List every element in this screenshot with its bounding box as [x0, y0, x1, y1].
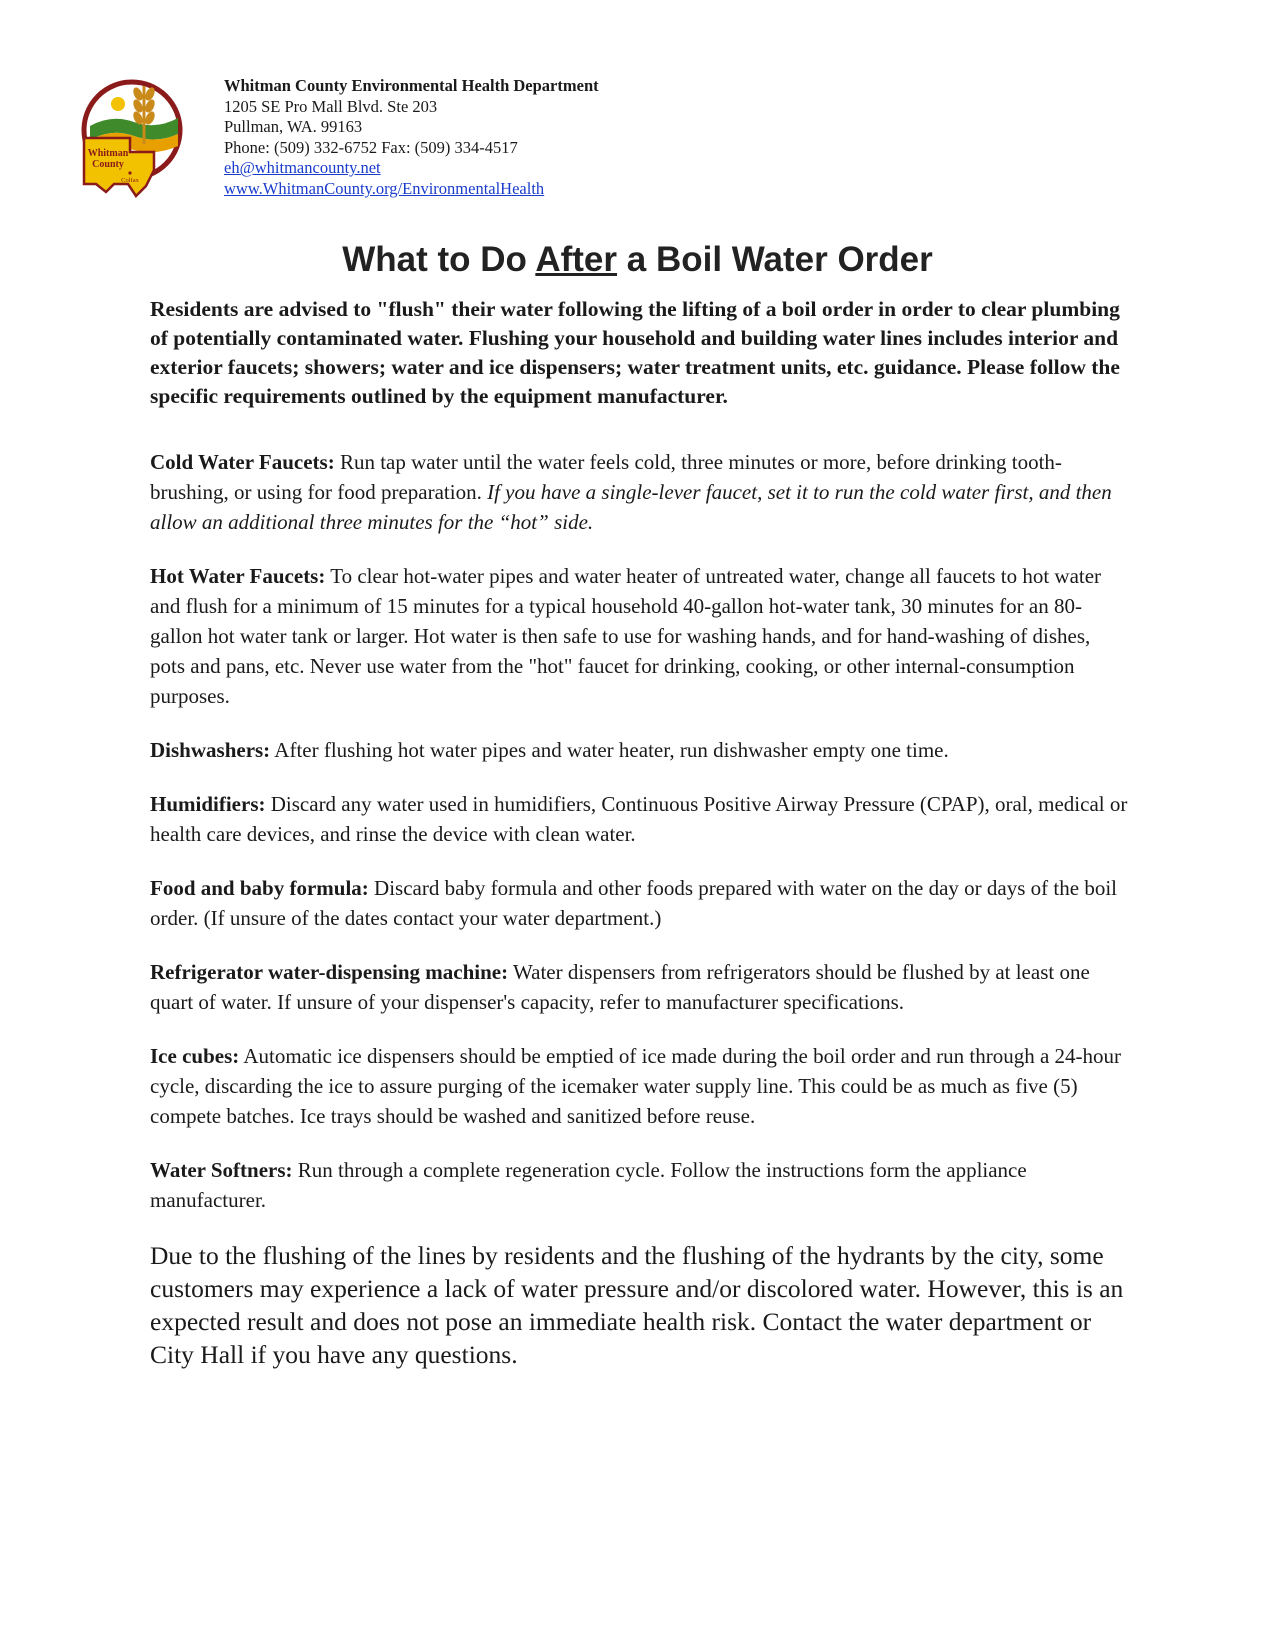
section-term: Cold Water Faucets: — [150, 450, 335, 474]
section-text: Automatic ice dispensers should be emptied of ice made during the boil order and run through a 24-hour cycle, discarding the ice to assure purging of the icemaker water supply line. This could be as much as five (5) compete batches. Ice trays should be washed and sanitized before reuse. — [150, 1044, 1122, 1128]
logo-text-top: Whitman — [87, 148, 129, 159]
title-after: a Boil Water Order — [617, 240, 933, 279]
section-term: Dishwashers: — [150, 738, 271, 762]
section-term: Food and baby formula: — [150, 876, 369, 900]
phone-fax: Phone: (509) 332-6752 Fax: (509) 334-4517 — [224, 137, 518, 157]
section-water-softeners — [150, 1155, 1130, 1215]
section-term: Water Softners: — [150, 1158, 293, 1182]
address-line-2: Pullman, WA. 99163 — [224, 117, 363, 137]
closing-paragraph: Due to the flushing of the lines by residents and the flushing of the hydrants by the city, some customers may experience a lack of water pressure and/or discolored water. However, this is an expected result and does not pose an immediate health risk. Contact the water department or City Hall if you have any questions. — [150, 1241, 1124, 1369]
section-humidifiers — [150, 789, 1130, 849]
section-cold-water — [150, 447, 1130, 537]
section-italic-note: If you have a single-lever faucet, set it to run the cold water first, and then allow an additional three minutes for the “hot” side. — [150, 480, 1112, 534]
section-text: Water dispensers from refrigerators should be flushed by at least one quart of water. If unsure of your dispenser's capacity, refer to manufacturer specifications. — [150, 960, 1090, 1014]
section-term: Humidifiers: — [150, 792, 266, 816]
page-title — [0, 240, 1275, 280]
title-before: What to Do — [342, 240, 536, 279]
title-emphasis: After — [535, 240, 618, 279]
section-term: Hot Water Faucets: — [150, 564, 326, 588]
letterhead — [224, 76, 599, 200]
document-body — [150, 295, 1130, 1371]
address-line-1: 1205 SE Pro Mall Blvd. Ste 203 — [224, 96, 438, 116]
section-text: After flushing hot water pipes and water heater, run dishwasher empty one time. — [270, 738, 949, 762]
county-seal-icon — [78, 74, 190, 206]
logo-text-bottom: Colfax — [121, 177, 139, 184]
section-ice-cubes — [150, 1041, 1130, 1131]
section-dishwashers — [150, 735, 1130, 765]
section-term: Ice cubes: — [150, 1044, 240, 1068]
section-text: To clear hot-water pipes and water heater of untreated water, change all faucets to hot water and flush for a minimum of 15 minutes for a typical household 40-gallon hot-water tank, 30 minutes for an 80-gallon hot water tank or larger. Hot water is then safe to use for washing hands, and for hand-washing of dishes, pots and pans, etc. Never use water from the "hot" faucet for drinking, cooking, or other internal-consumption purposes. — [150, 564, 1102, 708]
website-link[interactable]: www.WhitmanCounty.org/EnvironmentalHealth — [224, 178, 545, 198]
section-refrigerator — [150, 957, 1130, 1017]
section-term: Refrigerator water-dispensing machine: — [150, 960, 509, 984]
section-hot-water — [150, 561, 1130, 711]
section-text: Run through a complete regeneration cycle. Follow the instructions form the appliance manufacturer. — [150, 1158, 1027, 1212]
section-text: Discard baby formula and other foods prepared with water on the day or days of the boil order. (If unsure of the dates contact your water department.) — [150, 876, 1117, 930]
email-link[interactable]: eh@whitmancounty.net — [224, 158, 381, 178]
section-food-formula — [150, 873, 1130, 933]
org-name: Whitman County Environmental Health Department — [224, 76, 599, 95]
logo-text-mid: County — [92, 159, 124, 170]
section-text: Discard any water used in humidifiers, Continuous Positive Airway Pressure (CPAP), oral, medical or health care devices, and rinse the device with clean water. — [150, 792, 1128, 846]
section-text: Run tap water until the water feels cold, three minutes or more, before drinking tooth-brushing, or using for food preparation. — [150, 450, 1062, 504]
intro-paragraph: Residents are advised to "flush" their water following the lifting of a boil order in order to clear plumbing of potentially contaminated water. Flushing your household and building water lines includes interior and exterior faucets; showers; water and ice dispensers; water treatment units, etc. guidance. Please follow the specific requirements outlined by the equipment manufacturer. — [150, 297, 1120, 408]
